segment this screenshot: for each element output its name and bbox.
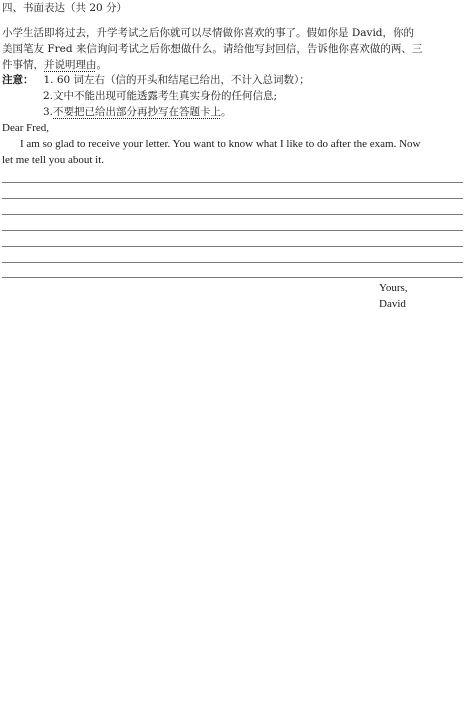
letter-opening-line-2: let me tell you about it. <box>2 154 105 166</box>
letter-greeting: Dear Fred, <box>2 122 50 134</box>
prompt-emphasis-reasons: 并说明理由 <box>44 59 97 71</box>
section-title: 四、书面表达（共 20 分） <box>2 2 128 14</box>
letter-closing: Yours, <box>379 282 408 294</box>
answer-line[interactable] <box>2 277 463 278</box>
answer-line[interactable] <box>2 198 463 199</box>
answer-line[interactable] <box>2 182 463 183</box>
notes-item-3-end: 。 <box>221 106 232 118</box>
prompt-line-2: 美国笔友 Fred 来信询问考试之后你想做什么。请给他写封回信，告诉他你喜欢做的两、三 <box>2 43 423 55</box>
prompt-line-3 <box>2 58 107 72</box>
letter-opening-line-1: I am so glad to receive your letter. You want to know what I like to do after the exam. Now <box>20 138 421 150</box>
prompt-line-3-end: 。 <box>96 59 107 71</box>
answer-line[interactable] <box>2 214 463 215</box>
answer-line[interactable] <box>2 246 463 247</box>
notes-item-3-number: 3. <box>43 106 54 118</box>
notes-line-3 <box>43 105 232 119</box>
notes-item-2: 2.文中不能出现可能透露考生真实身份的任何信息; <box>43 90 278 102</box>
notes-line-1 <box>2 73 310 87</box>
prompt-line-3-start: 件事情， <box>2 59 44 71</box>
prompt-line-1: 小学生活即将过去，升学考试之后你就可以尽情做你喜欢的事了。假如你是 David，你的 <box>2 27 415 39</box>
notes-label: 注意： <box>2 74 34 86</box>
letter-signature: David <box>379 298 406 310</box>
answer-line[interactable] <box>2 262 463 263</box>
answer-line[interactable] <box>2 230 463 231</box>
notes-item-1: 1. 60 词左右（信的开头和结尾已给出，不计入总词数）； <box>43 74 310 86</box>
notes-item-3-emphasis: 不要把已给出部分再抄写在答题卡上 <box>53 106 222 118</box>
